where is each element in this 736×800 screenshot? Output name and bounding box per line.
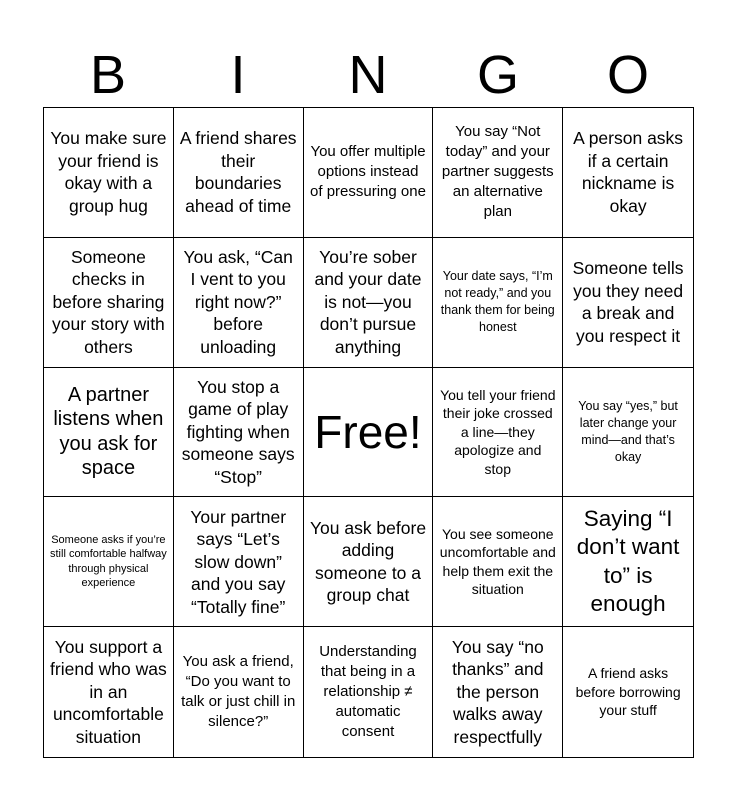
cell-text: You’re sober and your date is not—you don’t pursue anything [314,246,422,357]
header-letter-i: I [230,45,246,105]
cell-text: You say “Not today” and your partner suggests an alternative plan [441,123,554,221]
bingo-cell[interactable] [174,238,304,368]
header-letter-b: B [89,45,127,105]
cell-text: You support a friend who was in an uncomfortable situation [50,636,167,747]
cell-text: You make sure your friend is okay with a group hug [50,128,167,216]
bingo-cell[interactable] [174,497,304,627]
cell-text: Someone tells you they need a break and you respect it [572,258,684,346]
cell-text: You say “yes,” but later change your mind—and that’s okay [578,398,678,464]
bingo-cell[interactable] [304,627,434,757]
cell-text: Your partner says “Let’s slow down” and you say “Totally fine” [190,506,287,617]
bingo-cell[interactable] [433,238,563,368]
free-space-text: Free! [314,405,422,458]
cell-text: Saying “I don’t want to” is enough [576,505,680,617]
cell-text: You stop a game of play fighting when someone says “Stop” [181,376,295,487]
cell-text: A person asks if a certain nickname is okay [573,128,684,216]
cell-text: A friend shares their boundaries ahead of time [179,128,297,216]
header-letter-n: N [348,45,388,105]
cell-text: You offer multiple options instead of pressuring one [310,143,426,201]
bingo-cell[interactable] [44,368,174,498]
bingo-cell[interactable] [433,627,563,757]
header-letter-o: O [606,45,649,105]
cell-text: Someone checks in before sharing your story with others [51,246,165,357]
bingo-cell[interactable] [174,627,304,757]
bingo-cell[interactable] [44,497,174,627]
bingo-cell[interactable] [44,238,174,368]
bingo-cell[interactable] [433,368,563,498]
bingo-header [43,44,693,106]
cell-text: You ask before adding someone to a group chat [309,517,427,606]
cell-text: A friend asks before borrowing your stuff [575,665,681,719]
cell-text: Your date says, “I’m not ready,” and you thank them for being honest [440,269,555,335]
bingo-cell[interactable] [304,238,434,368]
bingo-cell[interactable] [44,627,174,757]
cell-text: You say “no thanks” and the person walks away respectfully [451,636,544,747]
bingo-cell[interactable] [563,108,693,238]
bingo-cell[interactable] [433,497,563,627]
bingo-grid [43,107,694,758]
bingo-cell[interactable] [44,108,174,238]
bingo-cell[interactable] [433,108,563,238]
cell-text: A partner listens when you ask for space [53,383,164,480]
bingo-cell[interactable] [304,497,434,627]
bingo-cell[interactable] [563,368,693,498]
cell-text: Someone asks if you’re still comfortable halfway through physical experience [50,533,167,590]
cell-text: Understanding that being in a relationship ≠ automatic consent [319,643,417,741]
free-space-cell[interactable] [304,368,434,498]
bingo-cell[interactable] [174,368,304,498]
bingo-cell[interactable] [563,238,693,368]
bingo-cell[interactable] [563,627,693,757]
bingo-cell[interactable] [304,108,434,238]
cell-text: You see someone uncomfortable and help them exit the situation [439,525,556,598]
bingo-cell[interactable] [174,108,304,238]
cell-text: You ask a friend, “Do you want to talk or just chill in silence?” [181,653,296,731]
cell-text: You ask, “Can I vent to you right now?” before unloading [183,246,293,357]
header-letter-g: G [476,45,519,105]
bingo-cell[interactable] [563,497,693,627]
cell-text: You tell your friend their joke crossed a line—they apologize and stop [440,386,556,477]
